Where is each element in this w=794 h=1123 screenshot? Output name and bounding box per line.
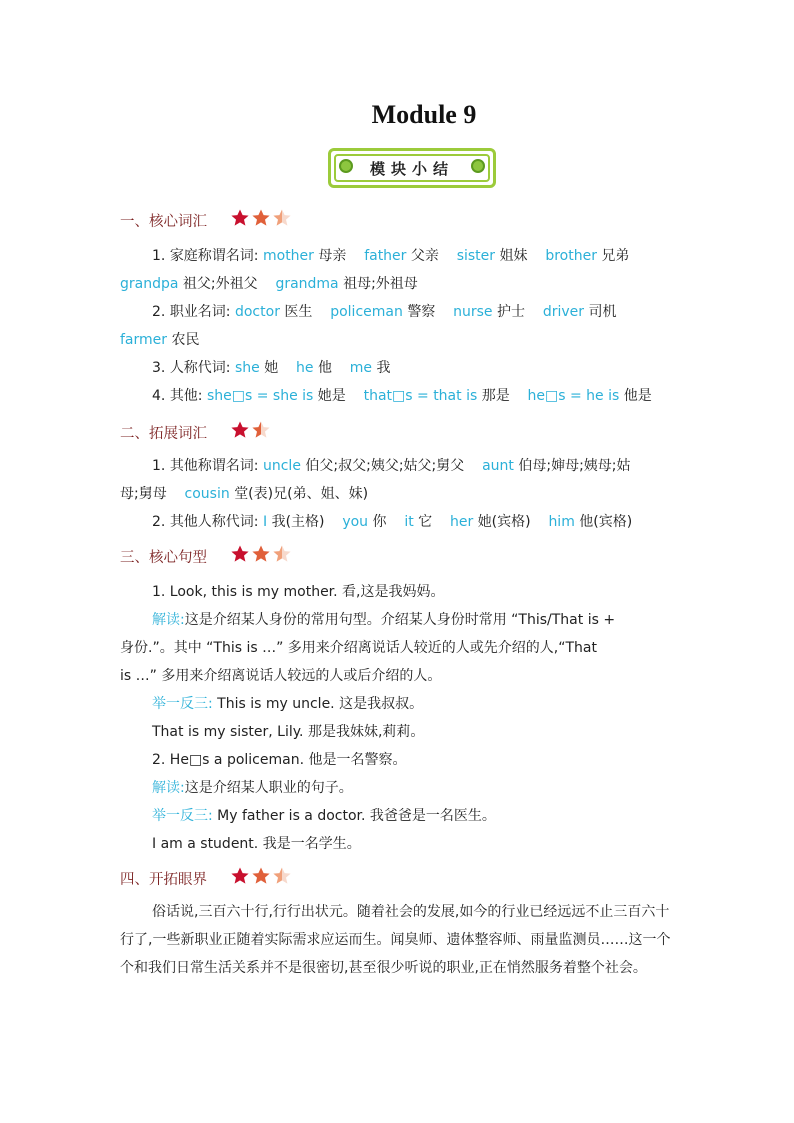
example-text: This is my uncle. 这是我叔叔。 bbox=[212, 696, 424, 712]
translation: 她(宾格) bbox=[477, 514, 531, 530]
keyword: me bbox=[349, 360, 373, 376]
translation: 警察 bbox=[407, 304, 436, 320]
item-label: 人称代词: bbox=[169, 360, 231, 376]
translation: 我 bbox=[376, 360, 391, 376]
explanation-text: 这是介绍某人职业的句子。 bbox=[184, 780, 353, 796]
heading-text: 二、拓展词汇 bbox=[120, 426, 207, 442]
star-icon bbox=[251, 866, 271, 886]
star-icon bbox=[272, 208, 292, 228]
item-number: 2. bbox=[152, 514, 166, 530]
example-2b: I am a student. 我是一名学生。 bbox=[152, 836, 361, 852]
translation: 那是 bbox=[481, 388, 510, 404]
translation: 他 bbox=[317, 360, 332, 376]
translation: 堂(表)兄(弟、姐、妹) bbox=[234, 486, 369, 502]
example-label: 举一反三: bbox=[152, 696, 213, 712]
keyword: aunt bbox=[482, 458, 514, 474]
star-icon bbox=[272, 544, 292, 564]
section-heading-core-vocabulary bbox=[120, 208, 293, 234]
item-label: 其他人称代词: bbox=[169, 514, 259, 530]
translation: 伯母;婶母;姨母;姑 bbox=[518, 458, 631, 474]
item-number: 3. bbox=[152, 360, 166, 376]
translation: 农民 bbox=[171, 332, 200, 348]
translation: 医生 bbox=[284, 304, 313, 320]
keyword: brother bbox=[545, 248, 597, 264]
translation: 它 bbox=[418, 514, 433, 530]
heading-text: 三、核心句型 bbox=[120, 550, 207, 566]
keyword: cousin bbox=[184, 486, 230, 502]
translation: 司机 bbox=[588, 304, 617, 320]
explanation-2 bbox=[152, 778, 353, 798]
star-icon bbox=[251, 544, 271, 564]
translation: 护士 bbox=[497, 304, 525, 320]
ext-line-1 bbox=[152, 456, 631, 476]
translation: 母;舅母 bbox=[120, 486, 167, 502]
green-dot-icon bbox=[471, 159, 485, 173]
translation: 他(宾格) bbox=[579, 514, 633, 530]
vocab-line-4 bbox=[152, 386, 652, 406]
rating-stars bbox=[230, 544, 293, 570]
translation: 祖母;外祖母 bbox=[343, 276, 418, 292]
translation: 姐妹 bbox=[499, 248, 528, 264]
keyword: grandma bbox=[275, 276, 339, 292]
example-1 bbox=[152, 694, 423, 714]
keyword: sister bbox=[456, 248, 496, 264]
horizon-paragraph: 俗话说,三百六十行,行行出状元。随着社会的发展,如今的行业已经远远不止三百六十行了,一些新职业正随着实际需求应运而生。闻臭师、遗体整容师、雨量监测员……这一个个和我们日常生活关系并不是很密切,甚至很少听说的职业,正在悄然服务着整个社会。 bbox=[120, 904, 671, 976]
vocab-line-1-cont bbox=[120, 274, 418, 294]
vocab-line-2 bbox=[152, 302, 616, 322]
page-title: Module 9 bbox=[371, 100, 477, 129]
star-icon bbox=[230, 544, 250, 564]
keyword: I bbox=[262, 514, 268, 530]
keyword: driver bbox=[542, 304, 584, 320]
item-label: 其他: bbox=[169, 388, 203, 404]
rating-stars bbox=[230, 866, 293, 892]
keyword: he□s = he is bbox=[527, 388, 620, 404]
keyword: she□s = she is bbox=[206, 388, 314, 404]
keyword: nurse bbox=[453, 304, 493, 320]
explanation-text: 这是介绍某人身份的常用句型。介绍某人身份时常用 “This/That is + bbox=[184, 612, 616, 628]
rating-stars bbox=[230, 420, 272, 446]
sentence-2: 2. He□s a policeman. 他是一名警察。 bbox=[152, 752, 407, 768]
example-2 bbox=[152, 806, 496, 826]
badge-text: 模块小结 bbox=[369, 159, 454, 178]
section-heading-broaden-horizons bbox=[120, 866, 293, 892]
keyword: farmer bbox=[120, 332, 168, 348]
star-icon bbox=[272, 866, 292, 886]
keyword: he bbox=[296, 360, 314, 376]
keyword: it bbox=[404, 514, 414, 530]
explanation-1-line3: is …” 多用来介绍离说话人较远的人或后介绍的人。 bbox=[120, 668, 442, 684]
item-number: 2. bbox=[152, 304, 166, 320]
keyword: grandpa bbox=[120, 276, 179, 292]
ext-line-1-cont bbox=[120, 484, 368, 504]
translation: 祖父;外祖父 bbox=[182, 276, 258, 292]
keyword: him bbox=[548, 514, 575, 530]
keyword: uncle bbox=[262, 458, 301, 474]
heading-text: 一、核心词汇 bbox=[120, 214, 207, 230]
translation: 她是 bbox=[317, 388, 346, 404]
translation: 母亲 bbox=[318, 248, 347, 264]
explanation-label: 解读: bbox=[152, 780, 185, 796]
keyword: her bbox=[449, 514, 474, 530]
vocab-line-3 bbox=[152, 358, 391, 378]
explanation-1 bbox=[152, 610, 615, 630]
vocab-line-2-cont bbox=[120, 330, 199, 350]
item-number: 1. bbox=[152, 248, 166, 264]
translation: 她 bbox=[264, 360, 279, 376]
star-icon bbox=[230, 866, 250, 886]
sentence-1: 1. Look, this is my mother. 看,这是我妈妈。 bbox=[152, 584, 445, 600]
translation: 父亲 bbox=[410, 248, 439, 264]
item-label: 职业名词: bbox=[169, 304, 231, 320]
star-icon bbox=[251, 420, 271, 440]
keyword: she bbox=[234, 360, 260, 376]
ext-line-2 bbox=[152, 512, 632, 532]
translation: 你 bbox=[372, 514, 387, 530]
translation: 伯父;叔父;姨父;姑父;舅父 bbox=[305, 458, 465, 474]
example-text: My father is a doctor. 我爸爸是一名医生。 bbox=[212, 808, 496, 824]
star-icon bbox=[230, 208, 250, 228]
keyword: father bbox=[364, 248, 407, 264]
explanation-label: 解读: bbox=[152, 612, 185, 628]
star-icon bbox=[230, 420, 250, 440]
heading-text: 四、开拓眼界 bbox=[120, 872, 207, 888]
keyword: that□s = that is bbox=[363, 388, 478, 404]
item-label: 家庭称谓名词: bbox=[169, 248, 259, 264]
translation: 我(主格) bbox=[271, 514, 325, 530]
keyword: doctor bbox=[234, 304, 280, 320]
item-number: 4. bbox=[152, 388, 166, 404]
rating-stars bbox=[230, 208, 293, 234]
keyword: policeman bbox=[330, 304, 403, 320]
item-label: 其他称谓名词: bbox=[169, 458, 259, 474]
section-badge bbox=[328, 148, 496, 188]
translation: 兄弟 bbox=[601, 248, 630, 264]
example-1b: That is my sister, Lily. 那是我妹妹,莉莉。 bbox=[152, 724, 425, 740]
example-label: 举一反三: bbox=[152, 808, 213, 824]
section-heading-core-sentences bbox=[120, 544, 293, 570]
translation: 他是 bbox=[623, 388, 652, 404]
section-heading-extended-vocabulary bbox=[120, 420, 272, 446]
vocab-line-1 bbox=[152, 246, 629, 266]
star-icon bbox=[251, 208, 271, 228]
keyword: you bbox=[342, 514, 369, 530]
keyword: mother bbox=[262, 248, 314, 264]
explanation-1-line2: 身份.”。其中 “This is …” 多用来介绍离说话人较近的人或先介绍的人,“That bbox=[120, 640, 597, 656]
item-number: 1. bbox=[152, 458, 166, 474]
